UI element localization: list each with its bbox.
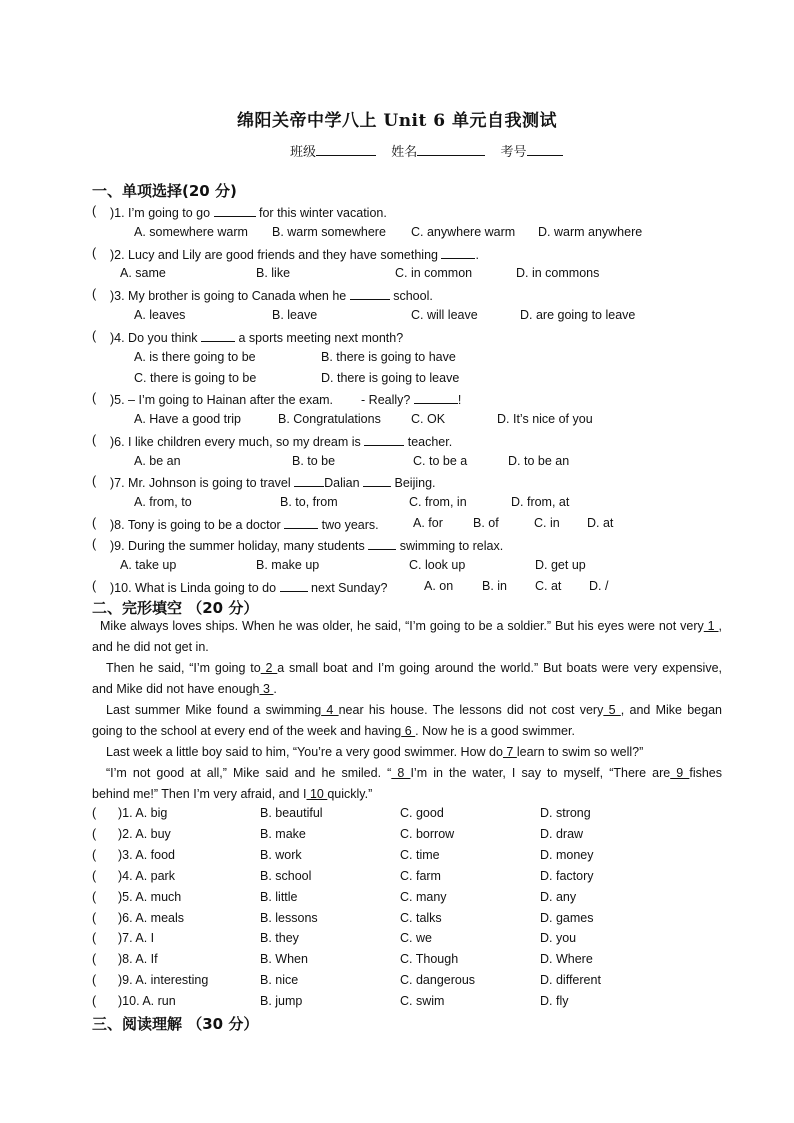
answer-option[interactable]: D. factory — [540, 869, 594, 883]
answer-bracket[interactable]: ( — [92, 994, 97, 1008]
answer-bracket[interactable]: ( — [92, 516, 97, 530]
fill-blank[interactable] — [214, 204, 256, 217]
passage-line — [100, 618, 722, 634]
stem-text: school. — [389, 289, 433, 303]
stem-text: Beijing. — [391, 476, 436, 490]
answer-option[interactable]: B. leave — [272, 308, 318, 322]
answer-bracket[interactable]: ( — [92, 869, 97, 883]
answer-option[interactable]: C. at — [535, 579, 562, 593]
answer-option[interactable]: D. games — [540, 911, 594, 925]
answer-option[interactable]: A. for — [413, 516, 443, 530]
blank-number[interactable]: 8 — [391, 766, 411, 780]
answer-option[interactable]: B. make — [260, 827, 306, 841]
stem-text: Dalian — [324, 476, 364, 490]
passage-line — [106, 702, 722, 718]
passage-line — [106, 744, 643, 760]
passage-line — [92, 723, 575, 739]
blank-number[interactable]: 9 — [670, 766, 690, 780]
passage-text: . — [273, 682, 277, 696]
question-stem — [110, 474, 436, 491]
answer-option[interactable]: B. to be — [292, 454, 336, 468]
section-heading-1: 一、单项选择(20 分) — [92, 182, 237, 200]
passage-text: a small boat and I’m going around the world.” But boats were very expensive, — [277, 661, 722, 675]
answer-bracket[interactable]: ( — [92, 973, 97, 987]
answer-option[interactable]: B. like — [256, 266, 291, 280]
passage-line — [92, 681, 277, 697]
answer-option[interactable]: C. in — [534, 516, 560, 530]
question-stem — [110, 537, 503, 554]
answer-option[interactable]: C. many — [400, 890, 447, 904]
answer-option[interactable]: D. you — [540, 931, 577, 945]
answer-bracket[interactable]: ( — [92, 537, 97, 551]
passage-text: learn to swim so well?” — [516, 745, 644, 759]
answer-option[interactable]: C. we — [400, 931, 432, 945]
answer-option[interactable]: C. good — [400, 806, 444, 820]
blank-number[interactable]: 4 — [321, 703, 339, 717]
blank-number[interactable]: 10 — [306, 787, 328, 801]
fill-blank[interactable] — [280, 579, 308, 592]
answer-bracket[interactable]: ( — [92, 474, 97, 488]
answer-bracket[interactable]: ( — [92, 890, 97, 904]
answer-option[interactable]: C. will leave — [411, 308, 478, 322]
blank-number[interactable]: 3 — [259, 682, 274, 696]
answer-option[interactable]: B. work — [260, 848, 302, 862]
answer-option[interactable]: C. dangerous — [400, 973, 476, 987]
answer-option[interactable]: C. borrow — [400, 827, 455, 841]
passage-text: Last week a little boy said to him, “You’re a very good swimmer. How do — [106, 745, 503, 759]
passage-text: Last summer Mike found a swimming — [106, 703, 322, 717]
blank-number[interactable]: 7 — [502, 745, 517, 759]
answer-option[interactable]: D. Where — [540, 952, 593, 966]
answer-option[interactable]: B. Congratulations — [278, 412, 381, 426]
stem-text: )3. My brother is going to Canada when he — [110, 289, 350, 303]
stem-text: a sports meeting next month? — [235, 331, 404, 345]
stem-text: ! — [457, 393, 462, 407]
passage-line — [92, 639, 209, 655]
answer-option[interactable]: B. warm somewhere — [272, 225, 386, 239]
answer-option[interactable]: D. any — [540, 890, 577, 904]
answer-option[interactable]: )2. A. buy — [118, 827, 171, 841]
answer-bracket[interactable]: ( — [92, 329, 97, 343]
section-heading-2: 二、完形填空 （20 分） — [92, 599, 259, 617]
section-heading-3: 三、阅读理解 （30 分） — [92, 1015, 259, 1033]
number-blank[interactable] — [527, 143, 563, 156]
stem-text: )1. I’m going to go — [110, 206, 214, 220]
answer-option[interactable]: C. from, in — [409, 495, 467, 509]
answer-bracket[interactable]: ( — [92, 931, 97, 945]
answer-option[interactable]: C. look up — [409, 558, 466, 572]
answer-option[interactable]: D. to be an — [508, 454, 570, 468]
answer-option[interactable]: )10. A. run — [118, 994, 176, 1008]
question-stem — [110, 329, 403, 346]
passage-text: fishes — [689, 766, 722, 780]
question-stem — [110, 516, 379, 533]
answer-option[interactable]: C. swim — [400, 994, 445, 1008]
answer-option[interactable]: A. leaves — [134, 308, 186, 322]
answer-option[interactable]: D. different — [540, 973, 601, 987]
fill-blank[interactable] — [414, 391, 458, 404]
passage-line — [106, 660, 722, 676]
answer-option[interactable]: )4. A. park — [118, 869, 175, 883]
class-blank[interactable] — [316, 143, 376, 156]
stem-text: . — [475, 248, 479, 262]
answer-option[interactable]: D. at — [587, 516, 614, 530]
answer-option[interactable]: D. get up — [535, 558, 586, 572]
answer-option[interactable]: D. It’s nice of you — [497, 412, 593, 426]
answer-option[interactable]: D. warm anywhere — [538, 225, 643, 239]
fill-blank[interactable] — [201, 329, 235, 342]
answer-bracket[interactable]: ( — [92, 806, 97, 820]
stem-text: teacher. — [404, 435, 453, 449]
passage-text: behind me!” Then I’m very afraid, and I — [92, 787, 307, 801]
page-title: 绵阳关帝中学八上 Unit 6 单元自我测试 — [236, 111, 558, 131]
answer-option[interactable]: C. time — [400, 848, 440, 862]
name-blank[interactable] — [417, 143, 485, 156]
passage-text: Then he said, “I’m going to — [106, 661, 261, 675]
answer-bracket[interactable]: ( — [92, 391, 97, 405]
answer-option[interactable]: C. OK — [411, 412, 446, 426]
answer-option[interactable]: )7. A. I — [118, 931, 155, 945]
stem-text: next Sunday? — [307, 581, 388, 595]
answer-option[interactable]: C. anywhere warm — [411, 225, 516, 239]
fill-blank[interactable] — [294, 474, 324, 487]
question-stem — [110, 204, 387, 221]
passage-text: , and Mike began — [620, 703, 722, 717]
passage-line — [106, 765, 722, 781]
question-stem — [110, 287, 433, 304]
passage-text: near his house. The lessons did not cost very — [338, 703, 604, 717]
question-stem — [110, 579, 387, 596]
stem-text: )2. Lucy and Lily are good friends and they have something — [110, 248, 442, 262]
question-stem — [110, 246, 479, 263]
answer-option[interactable]: )5. A. much — [118, 890, 182, 904]
stem-text: )5. – I’m going to Hainan after the exam. — [110, 393, 334, 407]
answer-bracket[interactable]: ( — [92, 579, 97, 593]
answer-option[interactable]: B. beautiful — [260, 806, 323, 820]
passage-text: Mike always loves ships. When he was older, he said, “I’m going to be a soldier.” But his eyes were not very — [100, 619, 704, 633]
answer-option[interactable]: D. money — [540, 848, 594, 862]
answer-option[interactable]: D. are going to leave — [520, 308, 636, 322]
passage-text: , — [718, 619, 722, 633]
blank-number[interactable]: 2 — [260, 661, 278, 675]
passage-text: and he did not get in. — [92, 640, 209, 654]
answer-option[interactable]: A. from, to — [134, 495, 192, 509]
stem-text: - Really? — [361, 393, 414, 407]
stem-text: )6. I like children every much, so my dream is — [110, 435, 365, 449]
stem-text: )4. Do you think — [110, 331, 202, 345]
answer-bracket[interactable]: ( — [92, 433, 97, 447]
answer-option[interactable]: B. nice — [260, 973, 299, 987]
passage-text: I’m in the water, I say to myself, “There are — [410, 766, 671, 780]
answer-option[interactable]: )9. A. interesting — [118, 973, 209, 987]
answer-option[interactable]: C. there is going to be — [134, 371, 257, 385]
student-info — [290, 141, 563, 160]
class-label: 班级 — [290, 144, 317, 159]
answer-option[interactable]: B. of — [473, 516, 499, 530]
stem-text: swimming to relax. — [396, 539, 504, 553]
answer-option[interactable]: B. they — [260, 931, 299, 945]
answer-option[interactable]: D. strong — [540, 806, 591, 820]
answer-option[interactable]: )6. A. meals — [118, 911, 184, 925]
answer-option[interactable]: B. little — [260, 890, 298, 904]
answer-option[interactable]: B. jump — [260, 994, 303, 1008]
number-label: 考号 — [500, 144, 527, 159]
fill-blank[interactable] — [364, 433, 404, 446]
passage-text: quickly.” — [327, 787, 373, 801]
stem-text: for this winter vacation. — [255, 206, 387, 220]
passage-text: . Now he is a good swimmer. — [415, 724, 575, 738]
answer-option[interactable]: D. there is going to leave — [321, 371, 460, 385]
answer-option[interactable]: C. talks — [400, 911, 442, 925]
answer-option[interactable]: A. somewhere warm — [134, 225, 248, 239]
answer-option[interactable]: D. in commons — [516, 266, 600, 280]
fill-blank[interactable] — [284, 516, 318, 529]
answer-option[interactable]: C. in common — [395, 266, 473, 280]
fill-blank[interactable] — [363, 474, 391, 487]
answer-option[interactable]: B. When — [260, 952, 308, 966]
answer-bracket[interactable]: ( — [92, 848, 97, 862]
answer-option[interactable]: )8. A. If — [118, 952, 158, 966]
question-stem — [110, 391, 461, 408]
answer-bracket[interactable]: ( — [92, 287, 97, 301]
stem-text: )8. Tony is going to be a doctor — [110, 518, 285, 532]
answer-option[interactable]: C. Though — [400, 952, 459, 966]
name-label: 姓名 — [391, 144, 418, 159]
answer-option[interactable]: B. make up — [256, 558, 320, 572]
stem-text: )7. Mr. Johnson is going to travel — [110, 476, 295, 490]
blank-number[interactable]: 6 — [401, 724, 416, 738]
answer-option[interactable]: )1. A. big — [118, 806, 168, 820]
answer-option[interactable]: C. to be a — [413, 454, 468, 468]
passage-text: and Mike did not have enough — [92, 682, 260, 696]
question-stem — [110, 433, 452, 450]
stem-text: )10. What is Linda going to do — [110, 581, 280, 595]
blank-number[interactable]: 1 — [703, 619, 719, 633]
passage-text: “I’m not good at all,” Mike said and he smiled. “ — [106, 766, 392, 780]
blank-number[interactable]: 5 — [603, 703, 621, 717]
answer-option[interactable]: A. on — [424, 579, 454, 593]
answer-option[interactable]: B. school — [260, 869, 312, 883]
passage-line — [92, 786, 372, 802]
answer-bracket[interactable]: ( — [92, 952, 97, 966]
answer-bracket[interactable]: ( — [92, 827, 97, 841]
answer-option[interactable]: D. from, at — [511, 495, 570, 509]
answer-option[interactable]: A. take up — [120, 558, 177, 572]
fill-blank[interactable] — [441, 246, 475, 259]
answer-option[interactable]: B. in — [482, 579, 508, 593]
stem-text: two years. — [318, 518, 379, 532]
answer-option[interactable]: A. same — [120, 266, 166, 280]
answer-bracket[interactable]: ( — [92, 204, 97, 218]
answer-option[interactable]: D. draw — [540, 827, 584, 841]
answer-option[interactable]: )3. A. food — [118, 848, 175, 862]
answer-bracket[interactable]: ( — [92, 246, 97, 260]
stem-text: )9. During the summer holiday, many students — [110, 539, 369, 553]
answer-option[interactable]: C. farm — [400, 869, 441, 883]
answer-bracket[interactable]: ( — [92, 911, 97, 925]
answer-option[interactable]: A. be an — [134, 454, 181, 468]
answer-option[interactable]: B. to, from — [280, 495, 338, 509]
answer-option[interactable]: A. is there going to be — [134, 350, 256, 364]
answer-option[interactable]: D. / — [589, 579, 609, 593]
answer-option[interactable]: B. there is going to have — [321, 350, 456, 364]
passage-text: going to the school at every end of the week and having — [92, 724, 402, 738]
fill-blank[interactable] — [350, 287, 390, 300]
fill-blank[interactable] — [368, 537, 396, 550]
answer-option[interactable]: D. fly — [540, 994, 569, 1008]
answer-option[interactable]: A. Have a good trip — [134, 412, 242, 426]
answer-option[interactable]: B. lessons — [260, 911, 318, 925]
